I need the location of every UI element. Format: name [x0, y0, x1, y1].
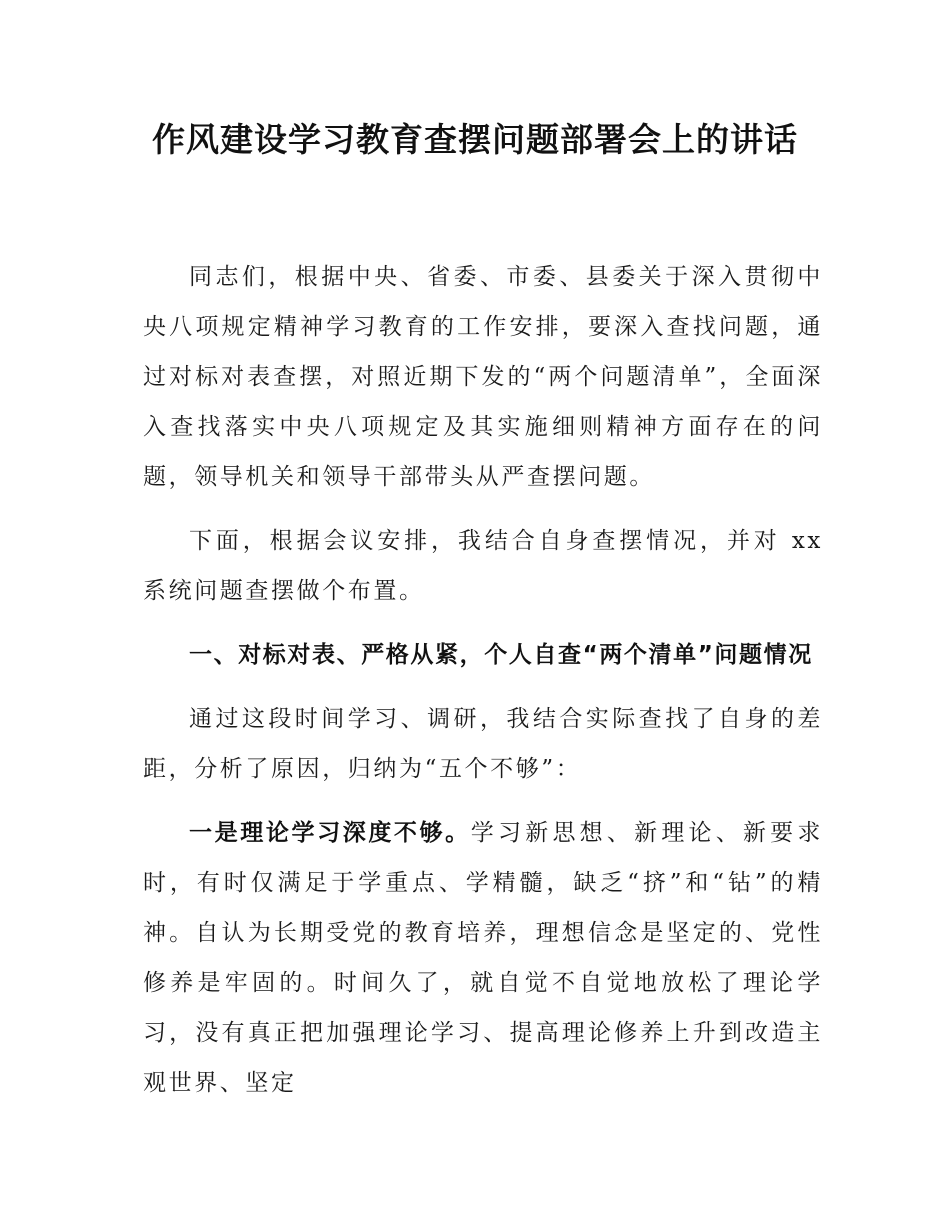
paragraph-theory-study [143, 808, 823, 1108]
paragraph-arrangement: 下面，根据会议安排，我结合自身查摆情况，并对 xx 系统问题查摆做个布置。 [143, 528, 823, 604]
document-body [143, 252, 823, 1108]
section-heading-1: 一、对标对表、严格从紧，个人自查“两个清单”问题情况 [189, 642, 813, 668]
paragraph-theory-study-text: 学习新思想、新理论、新要求时，有时仅满足于学重点、学精髓，缺乏“挤”和“钻”的精神。自认为长期受党的教育培养，理想信念是坚定的、党性修养是牢固的。时间久了，就自觉不自觉地放松了理论学习，没有真正把加强理论学习、提高理论修养上升到改造主观世界、坚定 [143, 820, 823, 1096]
document-title: 作风建设学习教育查摆问题部署会上的讲话 [152, 120, 798, 159]
paragraph-intro: 同志们，根据中央、省委、市委、县委关于深入贯彻中央八项规定精神学习教育的工作安排，要深入查找问题，通过对标对表查摆，对照近期下发的“两个问题清单”，全面深入查找落实中央八项规定及其实施细则精神方面存在的问题，领导机关和领导干部带头从严查摆问题。 [143, 264, 823, 490]
paragraph-five-shortcomings: 通过这段时间学习、调研，我结合实际查找了自身的差距，分析了原因，归纳为“五个不够”： [143, 706, 823, 782]
paragraph-lead-text: 一是理论学习深度不够。 [189, 820, 471, 846]
